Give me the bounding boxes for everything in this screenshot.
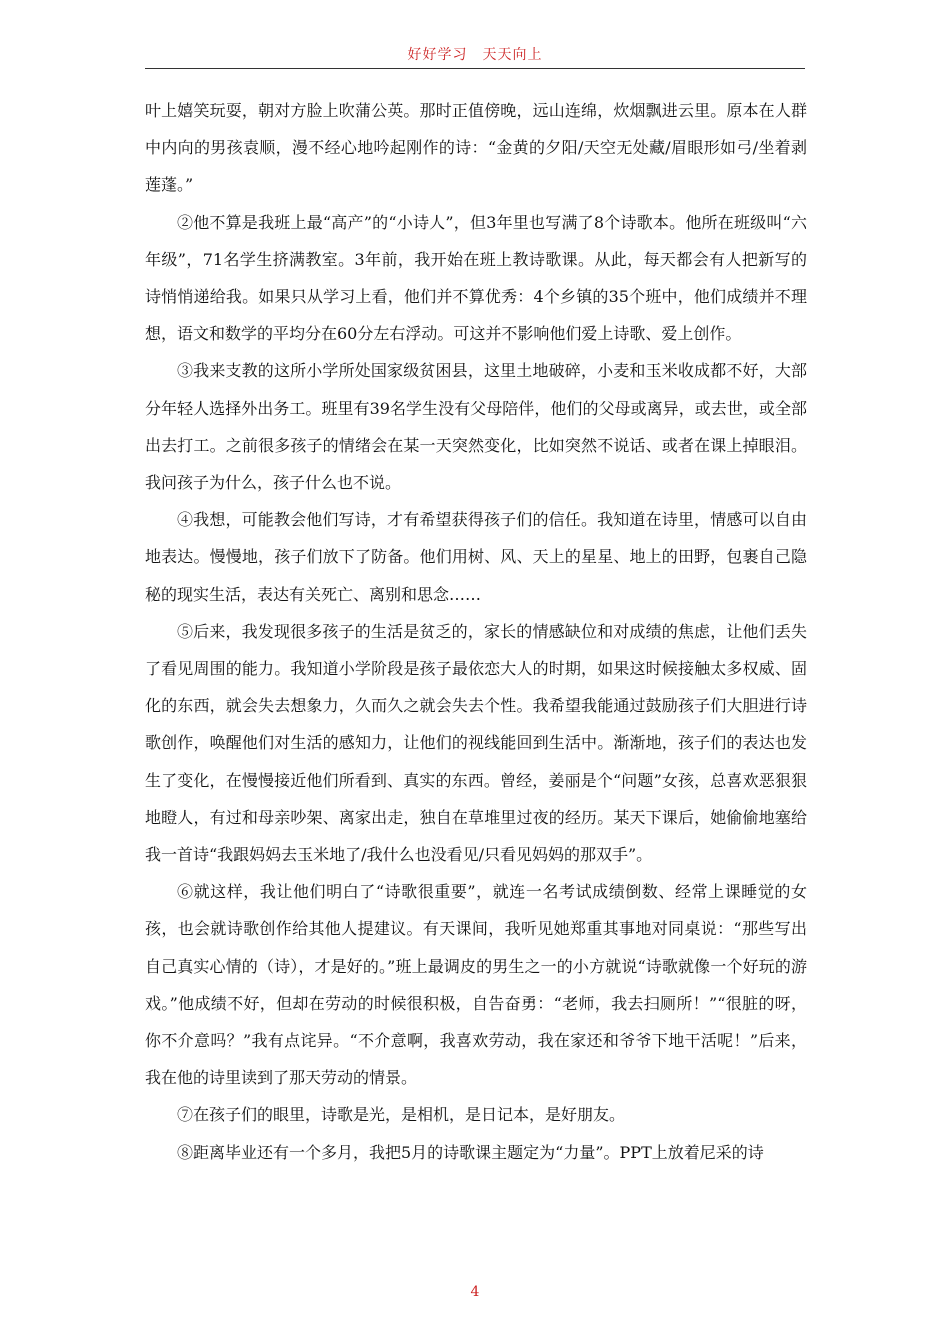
paragraph-4: ④我想，可能教会他们写诗，才有希望获得孩子们的信任。我知道在诗里，情感可以自由地表达。慢慢地，孩子们放下了防备。他们用树、风、天上的星星、地上的田野，包裹自己隐秘的现实生活，表达有关死亡、离别和思念…… [145,510,807,604]
page-number: 4 [470,1284,480,1300]
paragraph-7: ⑦在孩子们的眼里，诗歌是光，是相机，是日记本，是好朋友。 [177,1105,626,1125]
document-body [145,92,807,1171]
page-header: 好好学习 天天向上 [407,47,543,63]
paragraph-continuation: 叶上嬉笑玩耍，朝对方脸上吹蒲公英。那时正值傍晚，远山连绵，炊烟飘进云里。原本在人群中内向的男孩袁顺，漫不经心地吟起刚作的诗：“金黄的夕阳/天空无处藏/眉眼形如弓/坐着剥莲蓬。” [145,101,807,195]
paragraph-3: ③我来支教的这所小学所处国家级贫困县，这里土地破碎，小麦和玉米收成都不好，大部分年轻人选择外出务工。班里有39名学生没有父母陪伴，他们的父母或离异，或去世，或全部出去打工。之前很多孩子的情绪会在某一天突然变化，比如突然不说话、或者在课上掉眼泪。我问孩子为什么，孩子什么也不说。 [145,361,807,493]
header-divider [145,68,805,69]
paragraph-2: ②他不算是我班上最“高产”的“小诗人”，但3年里也写满了8个诗歌本。他所在班级叫“六年级”，71名学生挤满教室。3年前，我开始在班上教诗歌课。从此，每天都会有人把新写的诗悄悄递给我。如果只从学习上看，他们并不算优秀：4个乡镇的35个班中，他们成绩并不理想，语文和数学的平均分在60分左右浮动。可这并不影响他们爱上诗歌、爱上创作。 [145,212,807,344]
paragraph-5: ⑤后来，我发现很多孩子的生活是贫乏的，家长的情感缺位和对成绩的焦虑，让他们丢失了看见周围的能力。我知道小学阶段是孩子最依恋大人的时期，如果这时候接触太多权威、固化的东西，就会失去想象力，久而久之就会失去个性。我希望我能通过鼓励孩子们大胆进行诗歌创作，唤醒他们对生活的感知力，让他们的视线能回到生活中。渐渐地，孩子们的表达也发生了变化，在慢慢接近他们所看到、真实的东西。曾经，姜丽是个“问题”女孩，总喜欢恶狠狠地瞪人，有过和母亲吵架、离家出走，独自在草堆里过夜的经历。某天下课后，她偷偷地塞给我一首诗“我跟妈妈去玉米地了/我什么也没看见/只看见妈妈的那双手”。 [145,621,807,865]
paragraph-8: ⑧距离毕业还有一个多月，我把5月的诗歌课主题定为“力量”。PPT上放着尼采的诗 [177,1142,764,1162]
paragraph-6: ⑥就这样，我让他们明白了“诗歌很重要”，就连一名考试成绩倒数、经常上课睡觉的女孩，也会就诗歌创作给其他人提建议。有天课间，我听见她郑重其事地对同桌说：“那些写出自己真实心情的（诗），才是好的。”班上最调皮的男生之一的小方就说“诗歌就像一个好玩的游戏。”他成绩不好，但却在劳动的时候很积极，自告奋勇：“老师，我去扫厕所！”“很脏的呀，你不介意吗？”我有点诧异。“不介意啊，我喜欢劳动，我在家还和爷爷下地干活呢！”后来，我在他的诗里读到了那天劳动的情景。 [145,882,807,1088]
